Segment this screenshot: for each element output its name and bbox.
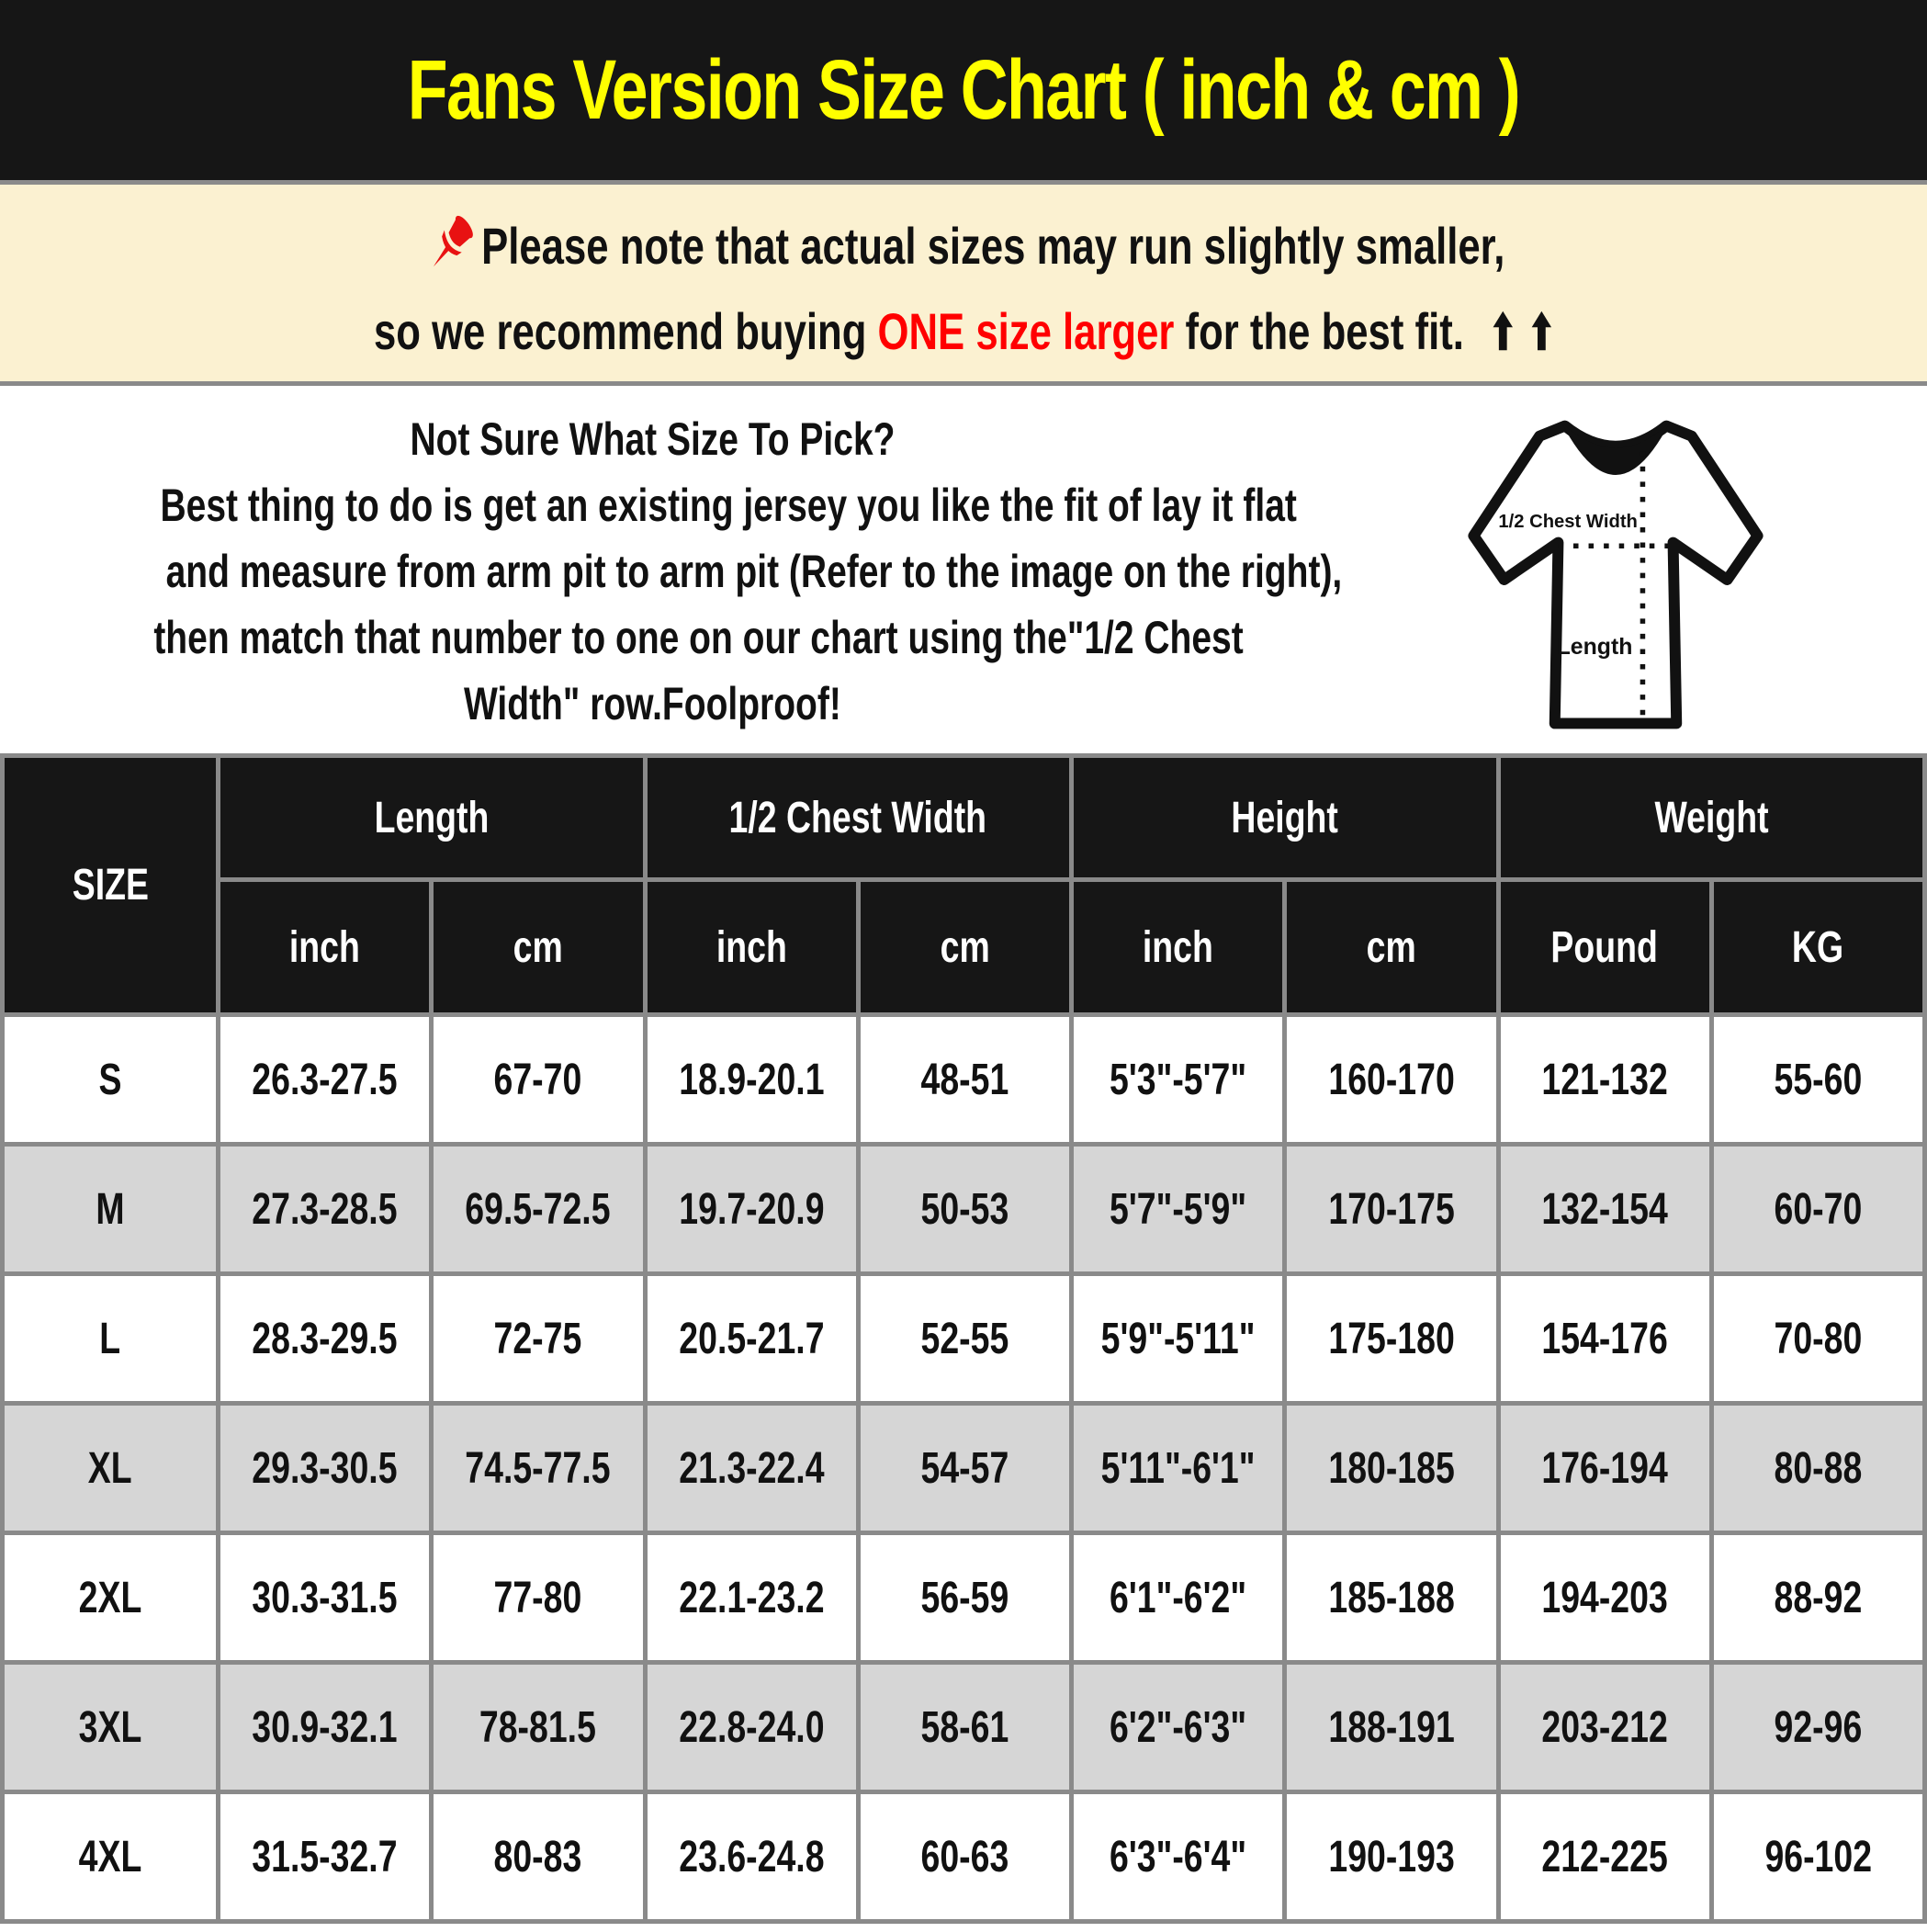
value-cell: 21.3-22.4 [645, 1404, 858, 1533]
value-cell: 6'1"-6'2" [1072, 1533, 1285, 1663]
one-size-larger-highlight: ONE size larger [877, 302, 1175, 360]
value-cell: 60-63 [858, 1792, 1071, 1922]
value-cell: 55-60 [1711, 1015, 1924, 1145]
table-group-header-row [3, 756, 1925, 880]
value-cell: 78-81.5 [432, 1663, 645, 1792]
value-cell: 5'7"-5'9" [1072, 1145, 1285, 1274]
size-cell: 3XL [3, 1663, 219, 1792]
value-cell: 31.5-32.7 [219, 1792, 432, 1922]
chest-width-label: 1/2 Chest Width [1498, 512, 1638, 532]
note-text-2-pre: so we recommend buying [374, 302, 878, 360]
instruction-line: Width" row.Foolproof! [463, 678, 841, 729]
unit-header: inch [219, 880, 432, 1015]
size-table [0, 753, 1927, 1924]
value-cell: 54-57 [858, 1404, 1071, 1533]
value-cell: 121-132 [1498, 1015, 1711, 1145]
size-cell: 2XL [3, 1533, 219, 1663]
value-cell: 5'3"-5'7" [1072, 1015, 1285, 1145]
chest-width-group-header: 1/2 Chest Width [645, 756, 1072, 880]
value-cell: 175-180 [1285, 1274, 1498, 1404]
table-row [3, 1533, 1925, 1663]
size-cell: M [3, 1145, 219, 1274]
unit-header: KG [1711, 880, 1924, 1015]
value-cell: 28.3-29.5 [219, 1274, 432, 1404]
value-cell: 203-212 [1498, 1663, 1711, 1792]
note-line-1 [270, 209, 1658, 280]
value-cell: 29.3-30.5 [219, 1404, 432, 1533]
instructions-section [0, 386, 1927, 753]
value-cell: 26.3-27.5 [219, 1015, 432, 1145]
instruction-line: and measure from arm pit to arm pit (Refer to the image on the right), [165, 546, 1343, 597]
value-cell: 56-59 [858, 1533, 1071, 1663]
instruction-line: Best thing to do is get an existing jersey you like the fit of lay it flat [160, 480, 1297, 531]
value-cell: 27.3-28.5 [219, 1145, 432, 1274]
value-cell: 88-92 [1711, 1533, 1924, 1663]
value-cell: 170-175 [1285, 1145, 1498, 1274]
value-cell: 80-88 [1711, 1404, 1924, 1533]
value-cell: 19.7-20.9 [645, 1145, 858, 1274]
value-cell: 23.6-24.8 [645, 1792, 858, 1922]
value-cell: 92-96 [1711, 1663, 1924, 1792]
value-cell: 30.9-32.1 [219, 1663, 432, 1792]
value-cell: 69.5-72.5 [432, 1145, 645, 1274]
table-row [3, 1404, 1925, 1533]
page-title: Fans Version Size Chart ( inch & cm ) [407, 42, 1520, 137]
value-cell: 72-75 [432, 1274, 645, 1404]
note-banner [0, 185, 1927, 386]
pushpin-icon [423, 209, 479, 280]
value-cell: 176-194 [1498, 1404, 1711, 1533]
value-cell: 60-70 [1711, 1145, 1924, 1274]
value-cell: 22.1-23.2 [645, 1533, 858, 1663]
unit-header: cm [432, 880, 645, 1015]
table-row [3, 1663, 1925, 1792]
value-cell: 6'2"-6'3" [1072, 1663, 1285, 1792]
value-cell: 18.9-20.1 [645, 1015, 858, 1145]
value-cell: 67-70 [432, 1015, 645, 1145]
height-group-header: Height [1072, 756, 1499, 880]
value-cell: 212-225 [1498, 1792, 1711, 1922]
table-row [3, 1792, 1925, 1922]
instruction-line: then match that number to one on our chart using the"1/2 Chest [153, 612, 1244, 663]
table-row [3, 1145, 1925, 1274]
size-column-header: SIZE [3, 756, 219, 1015]
up-arrow-icon [1493, 307, 1514, 355]
value-cell: 77-80 [432, 1533, 645, 1663]
value-cell: 48-51 [858, 1015, 1071, 1145]
note-text-2-post: for the best fit. [1174, 302, 1476, 360]
value-cell: 70-80 [1711, 1274, 1924, 1404]
value-cell: 190-193 [1285, 1792, 1498, 1922]
up-arrow-icon [1531, 307, 1552, 355]
table-row [3, 1274, 1925, 1404]
unit-header: cm [858, 880, 1071, 1015]
unit-header: Pound [1498, 880, 1711, 1015]
value-cell: 5'9"-5'11" [1072, 1274, 1285, 1404]
value-cell: 5'11"-6'1" [1072, 1404, 1285, 1533]
value-cell: 52-55 [858, 1274, 1071, 1404]
size-cell: L [3, 1274, 219, 1404]
value-cell: 6'3"-6'4" [1072, 1792, 1285, 1922]
value-cell: 74.5-77.5 [432, 1404, 645, 1533]
value-cell: 154-176 [1498, 1274, 1711, 1404]
value-cell: 180-185 [1285, 1404, 1498, 1533]
instructions-heading: Not Sure What Size To Pick? [409, 413, 896, 465]
tshirt-diagram [1304, 386, 1927, 753]
note-line-2 [208, 302, 1719, 360]
table-row [3, 1015, 1925, 1145]
value-cell: 96-102 [1711, 1792, 1924, 1922]
size-cell: XL [3, 1404, 219, 1533]
value-cell: 80-83 [432, 1792, 645, 1922]
table-unit-header-row [3, 880, 1925, 1015]
value-cell: 58-61 [858, 1663, 1071, 1792]
value-cell: 50-53 [858, 1145, 1071, 1274]
size-cell: 4XL [3, 1792, 219, 1922]
length-group-header: Length [219, 756, 646, 880]
value-cell: 22.8-24.0 [645, 1663, 858, 1792]
value-cell: 185-188 [1285, 1533, 1498, 1663]
tshirt-measure-icon [1418, 401, 1813, 739]
instructions-text [0, 386, 1343, 753]
value-cell: 160-170 [1285, 1015, 1498, 1145]
value-cell: 30.3-31.5 [219, 1533, 432, 1663]
length-label: Length [1556, 635, 1633, 660]
title-bar [0, 0, 1927, 185]
value-cell: 194-203 [1498, 1533, 1711, 1663]
unit-header: inch [1072, 880, 1285, 1015]
unit-header: cm [1285, 880, 1498, 1015]
unit-header: inch [645, 880, 858, 1015]
value-cell: 20.5-21.7 [645, 1274, 858, 1404]
size-cell: S [3, 1015, 219, 1145]
value-cell: 132-154 [1498, 1145, 1711, 1274]
note-text-1: Please note that actual sizes may run slightly smaller, [480, 217, 1505, 275]
value-cell: 188-191 [1285, 1663, 1498, 1792]
weight-group-header: Weight [1498, 756, 1925, 880]
